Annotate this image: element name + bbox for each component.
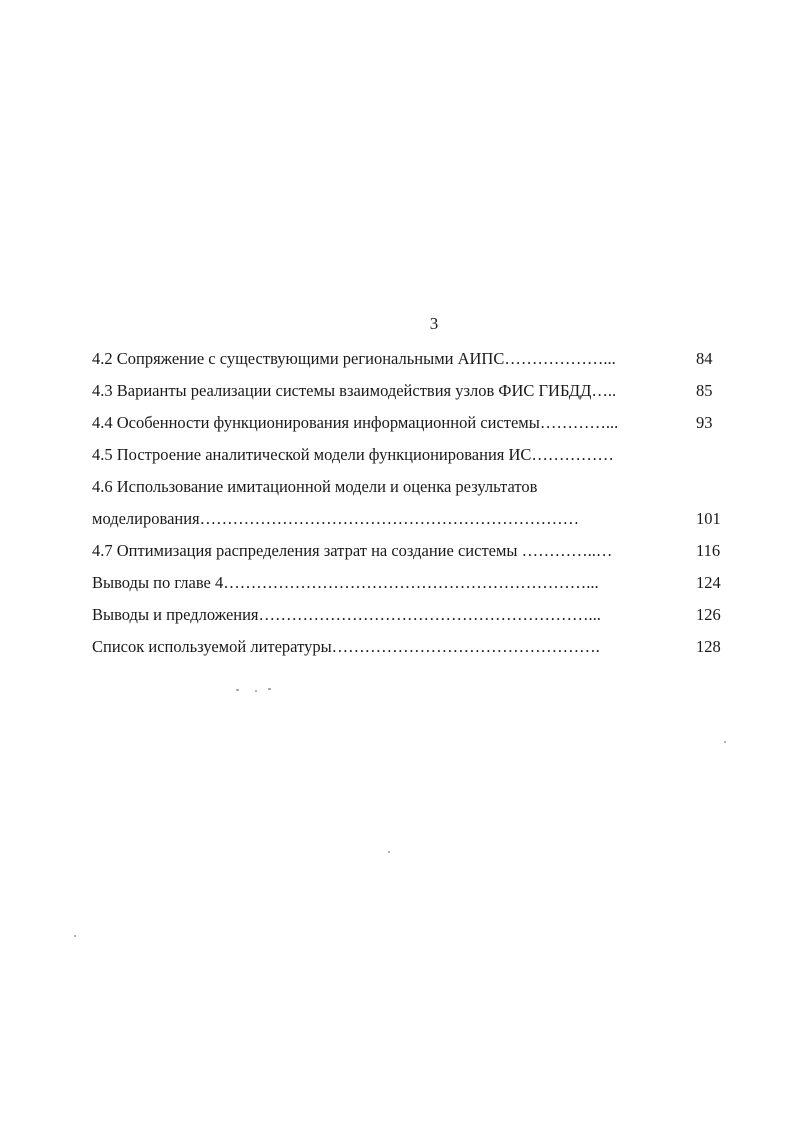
toc-entry-title: 4.6 Использование имитационной модели и оценка результатов [92,477,538,496]
toc-entry [92,381,732,413]
toc-entry [92,477,732,509]
page-number: 3 [429,314,439,333]
scan-speck [255,690,257,692]
scan-speck [268,688,271,690]
toc-entry-page: 128 [696,637,721,656]
scan-speck [74,935,76,937]
scan-speck [236,689,239,691]
toc-entry-title: Выводы по главе 4…………………………………………………………... [92,573,599,592]
toc-entry-page: 93 [696,413,713,432]
toc-entry [92,637,732,669]
toc-entry [92,445,732,477]
toc-entry [92,605,732,637]
toc-entry [92,573,732,605]
toc-entry-title: моделирования…………………………………………………………… [92,509,580,528]
toc-entry-title: Список используемой литературы…………………………………………. [92,637,600,656]
scan-speck [724,741,726,743]
toc-entry-page: 116 [696,541,721,560]
toc-entry [92,541,732,573]
toc-entry-continuation [92,509,732,541]
toc-entry-page: 85 [696,381,713,400]
toc-entry-page: 84 [696,349,713,368]
toc-entry [92,413,732,445]
toc-entry-title: 4.3 Варианты реализации системы взаимодействия узлов ФИС ГИБДД….. [92,381,617,400]
toc-entry-title: 4.7 Оптимизация распределения затрат на создание системы …………..… [92,541,613,560]
toc-entry-title: 4.2 Сопряжение с существующими региональными АИПС………………... [92,349,616,368]
toc-entry-title: 4.4 Особенности функционирования информационной системы…………... [92,413,619,432]
toc-entry-title: 4.5 Построение аналитической модели функционирования ИС…………… [92,445,614,464]
toc-entry-page: 126 [696,605,721,624]
toc-entry-page: 101 [696,509,721,528]
toc-entry-title: Выводы и предложения……………………………………………………... [92,605,601,624]
toc-entry [92,349,732,381]
scan-speck [388,851,390,853]
toc-entry-page: 124 [696,573,721,592]
table-of-contents [92,349,732,669]
